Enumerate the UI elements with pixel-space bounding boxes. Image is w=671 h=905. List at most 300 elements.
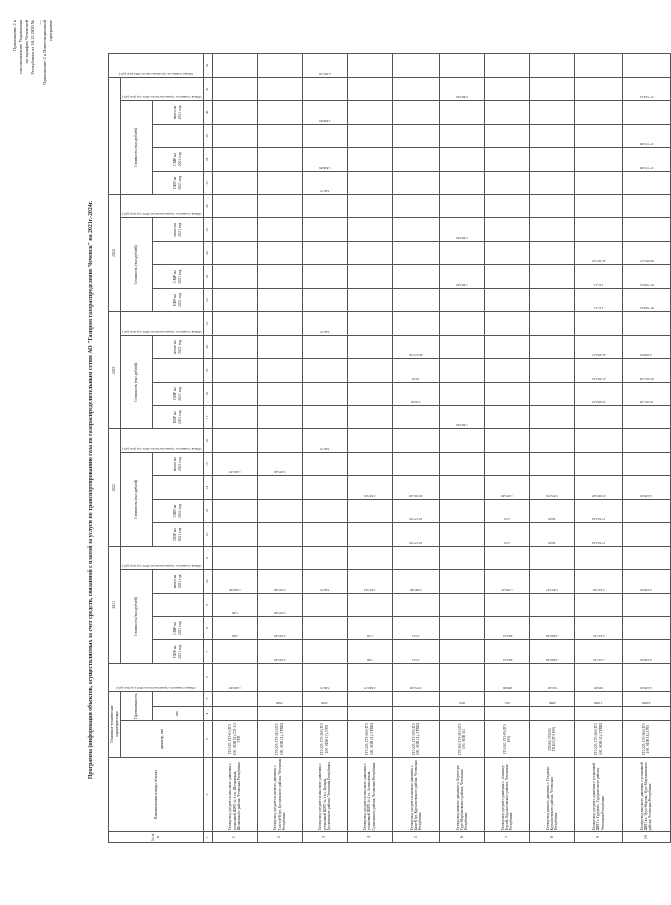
row-value [622, 523, 670, 546]
row-value: 904,23 [485, 640, 530, 663]
row-value [530, 429, 575, 452]
row-value [257, 265, 302, 288]
col-other [152, 359, 203, 382]
row-value [392, 406, 440, 429]
index-cell: 9 [203, 593, 212, 616]
row-value: 2 227,25 [575, 617, 623, 640]
row-value: 21 903,23 [575, 359, 623, 382]
row-designation: ГП-110, ГП-90 (ПЭ 100) [485, 721, 530, 757]
col-smr: СМР на 2021 год [152, 382, 203, 405]
index-cell: 20 [203, 335, 212, 358]
row-value: 546,73 [302, 570, 347, 593]
row-name: Газопровод низкого давления с. Гелдаган, Курчалоевского района, Чеченская Республика [530, 757, 575, 832]
row-value: 57 744,35 [622, 77, 670, 100]
row-value [530, 148, 575, 171]
row-value [302, 359, 347, 382]
row-value: 2 295,18 [302, 54, 347, 78]
col-year-2024: 2024 [109, 195, 121, 312]
row-designation: ГП-225, ГП-159 (ПЭ 100, SDR 11), ГРПШ [392, 721, 440, 757]
row-value: 546,73 [302, 429, 347, 452]
col-smr: СМР на 2021 год [152, 265, 203, 288]
row-value [302, 335, 347, 358]
col-tech: Основные технические характеристики [109, 691, 121, 757]
index-cell: 26 [203, 195, 212, 218]
row-designation: ГП-225, ГП-160 (ПЭ 100, SDR 17), ГРП [302, 721, 347, 757]
row-value: 20 361,20 [392, 476, 440, 499]
row-name: Газопровод среднего давления с. Ахкинчу-Борзой, Курчалоевского района, Чеченская Республика [485, 757, 530, 832]
index-cell: 6 [203, 663, 212, 691]
row-value [440, 546, 485, 569]
row-value: 199,00 [575, 663, 623, 691]
index-cell: 14 [203, 476, 212, 499]
row-value [440, 382, 485, 405]
index-cell: 25 [203, 218, 212, 241]
row-value: 23 904,35 [575, 382, 623, 405]
col-exec: Общая стоимость строительства по 2021 год (тыс.руб.) [109, 663, 204, 691]
row-value [212, 706, 257, 721]
row-value [530, 593, 575, 616]
row-value [302, 265, 347, 288]
row-value [575, 706, 623, 721]
row-value [212, 499, 257, 522]
row-value [212, 101, 257, 124]
table-row [485, 54, 530, 843]
row-value [392, 101, 440, 124]
row-value [575, 101, 623, 124]
index-cell: 15 [203, 452, 212, 475]
table-body [203, 54, 670, 843]
row-value [302, 77, 347, 100]
row-value [622, 546, 670, 569]
row-value [257, 218, 302, 241]
row-value: 1 205,82 [485, 476, 530, 499]
row-value [440, 570, 485, 593]
row-value [530, 546, 575, 569]
row-value [392, 429, 440, 452]
row-value [575, 452, 623, 475]
row-value: 5 853,47 [530, 570, 575, 593]
row-value [530, 288, 575, 311]
row-value [257, 382, 302, 405]
row-value [212, 691, 257, 706]
row-value [302, 288, 347, 311]
row-value [347, 499, 392, 522]
row-value [347, 691, 392, 706]
row-value [302, 124, 347, 147]
row-value [485, 124, 530, 147]
row-value [440, 54, 485, 78]
row-value [347, 101, 392, 124]
row-value [530, 382, 575, 405]
row-value: 1 209,47 [485, 570, 530, 593]
row-value [257, 523, 302, 546]
row-value [302, 593, 347, 616]
table-row [622, 54, 670, 843]
row-value [257, 171, 302, 194]
row-value: 208,96 [485, 663, 530, 691]
row-value: 1 803,83 [440, 406, 485, 429]
row-value [485, 593, 530, 616]
index-cell: 22 [203, 288, 212, 311]
row-value: 7,18 [347, 617, 392, 640]
row-value [257, 288, 302, 311]
row-number: 8 [530, 832, 575, 843]
row-value [530, 77, 575, 100]
row-value: 1 400,00 [212, 570, 257, 593]
row-value [302, 241, 347, 264]
col-other [152, 476, 203, 499]
row-value [212, 429, 257, 452]
row-value [530, 54, 575, 78]
row-value: 82 261,38 [622, 359, 670, 382]
index-cell: 5 [203, 691, 212, 706]
row-value [485, 195, 530, 218]
row-value [575, 429, 623, 452]
row-value: 546,73 [302, 312, 347, 335]
row-value [392, 218, 440, 241]
row-value [440, 706, 485, 721]
appendix-line: по тарифам Чеченской [24, 20, 29, 64]
row-value [257, 124, 302, 147]
row-value: 26,95 [530, 499, 575, 522]
row-value: 3 205,46 [257, 570, 302, 593]
row-value [530, 312, 575, 335]
col-sum: Общая стоимость строительства по 2021 год (тыс.руб.) [121, 546, 204, 569]
row-value [212, 476, 257, 499]
row-name: Газопровод высокого давления с установкой ШРП в г. Урус-Мартан, Урус-Мартановского района, Чеченская Республика [622, 757, 670, 832]
row-value [485, 312, 530, 335]
col-other [152, 124, 203, 147]
row-value: 89 991,37 [622, 241, 670, 264]
row-value [392, 452, 440, 475]
col-year-2023: 2023 [109, 312, 121, 429]
row-number: 7 [485, 832, 530, 843]
row-value [575, 195, 623, 218]
row-value [485, 706, 530, 721]
row-value [485, 359, 530, 382]
index-cell: 13 [203, 499, 212, 522]
cost-group: Стоимость (тыс.рублей) [121, 335, 153, 429]
row-value: 17 652,44 [575, 523, 623, 546]
row-value: 1 461,05 [212, 452, 257, 475]
row-value [440, 359, 485, 382]
row-value [347, 706, 392, 721]
row-value [257, 429, 302, 452]
row-value: 2 803,83 [440, 77, 485, 100]
row-value [485, 265, 530, 288]
row-value: 16 181,18 [622, 382, 670, 405]
row-value [257, 335, 302, 358]
row-name: Газопровод среднего и высокого давления с установкой ШРП № 1 г.п. Шелковская, Шелковского района, Чеченская Республика [212, 757, 257, 832]
row-value [530, 359, 575, 382]
row-value [440, 593, 485, 616]
row-value [347, 265, 392, 288]
row-value [392, 312, 440, 335]
row-name: Газопровод среднего и высокого давления с установкой ШРП № 4 ст. Ассиновская, Сунженского района, Чеченская Республика [347, 757, 392, 832]
row-value [212, 406, 257, 429]
row-value [440, 312, 485, 335]
index-cell: 18 [203, 382, 212, 405]
col-pir: ПИР на 2021 год [152, 406, 203, 429]
row-value [622, 617, 670, 640]
row-value [347, 77, 392, 100]
row-value [347, 546, 392, 569]
row-value [485, 406, 530, 429]
appendix-line: Приложение 2 к Инвестиционной [42, 20, 47, 85]
row-value [347, 148, 392, 171]
row-value [347, 406, 392, 429]
row-value: 3 972,28 [392, 663, 440, 691]
row-value: 1 803,83 [440, 265, 485, 288]
table-row [347, 54, 392, 843]
row-value [575, 312, 623, 335]
col-total: итого на 2021 год [152, 101, 203, 124]
row-name: Газопровод среднего давления с установкой ШРП г. Гудермес, Гудермесского района, Чеченская Республика [575, 757, 623, 832]
col-total: итого на 2021 год [152, 570, 203, 593]
row-value [212, 335, 257, 358]
row-value: 4 228,93 [622, 570, 670, 593]
row-value [622, 54, 670, 78]
appendix-line: программе [48, 20, 53, 41]
col-len-km: км [152, 706, 203, 721]
row-value: 26,95 [530, 523, 575, 546]
index-cell: 16 [203, 429, 212, 452]
col-total: итого на 2021 год [152, 335, 203, 358]
col-year-extra [109, 77, 121, 194]
row-value [485, 335, 530, 358]
row-value [302, 499, 347, 522]
row-value [257, 312, 302, 335]
col-smr: СМР на 2021 год [152, 499, 203, 522]
row-designation: ГП-225, ГП-110 (ПЭ 100, SDR 11), ГРПШ [257, 721, 302, 757]
row-value [347, 195, 392, 218]
col-total: итого на 2021 год [152, 218, 203, 241]
col-name: Наименование и виды объекта [109, 757, 204, 832]
row-value [392, 691, 440, 706]
row-designation: ГП-160, ГП-110 (ПЭ 100, SDR 11) [440, 721, 485, 757]
col-year-2021: 2021 [109, 546, 121, 663]
row-value [302, 546, 347, 569]
col-pir: ПИР на 2021 год [152, 288, 203, 311]
col-smr: СМР на 2021 год [152, 617, 203, 640]
row-value [530, 171, 575, 194]
row-value [440, 241, 485, 264]
row-value [485, 54, 530, 78]
index-cell: 4 [203, 706, 212, 721]
row-value [302, 640, 347, 663]
row-value [347, 241, 392, 264]
row-value [485, 241, 530, 264]
row-value [530, 265, 575, 288]
row-value [212, 241, 257, 264]
row-value [440, 171, 485, 194]
row-value: 37 733,08 [622, 124, 670, 147]
row-value [347, 335, 392, 358]
row-value: 20 472,30 [392, 335, 440, 358]
appendix-note [12, 20, 54, 130]
row-value: 1 837,81 [347, 476, 392, 499]
row-designation: ГП-225, ГП-160 (ПЭ 100, SDR 11), ГРПШ [347, 721, 392, 757]
row-value: 1 848,85 [302, 101, 347, 124]
row-value: 3 205,46 [257, 452, 302, 475]
row-value [440, 452, 485, 475]
index-cell: 28 [203, 148, 212, 171]
row-number: 5 [392, 832, 440, 843]
row-value [485, 288, 530, 311]
col-sum: Общая стоимость строительства по 2021 год (тыс.руб.) [121, 312, 204, 335]
row-value [212, 359, 257, 382]
row-value [302, 218, 347, 241]
row-value [257, 499, 302, 522]
table-row [530, 54, 575, 843]
row-value [392, 77, 440, 100]
row-value [440, 617, 485, 640]
row-value [347, 171, 392, 194]
row-value [622, 406, 670, 429]
cost-group: Стоимость (тыс.рублей) [121, 570, 153, 664]
appendix-line: Приложение 2 к [12, 20, 17, 51]
row-value [622, 195, 670, 218]
row-number: 4 [347, 832, 392, 843]
col-len: Протяженность [121, 691, 153, 721]
index-cell: 1 [203, 832, 212, 843]
row-value [347, 54, 392, 78]
document-title: Программа (информация объектов, осуществляемых за счет средств, связанной с платой за услуги по транспортированию газа по газораспределительным сетям АО "Газпром газораспределение Чеченск" на 2021г.-2024г. [88, 200, 94, 780]
row-value [485, 382, 530, 405]
row-value: 1 848,85 [302, 148, 347, 171]
row-number: 9 [575, 832, 623, 843]
row-value [212, 265, 257, 288]
row-number: 6 [440, 832, 485, 843]
index-cell: 3 [203, 721, 212, 757]
index-cell: 21 [203, 312, 212, 335]
row-value: 3500 [257, 691, 302, 706]
index-cell: 2 [203, 757, 212, 832]
row-value [392, 265, 440, 288]
row-value [212, 54, 257, 78]
row-value [392, 546, 440, 569]
row-value [257, 77, 302, 100]
row-value [347, 312, 392, 335]
row-value [485, 77, 530, 100]
row-number: 10 [622, 832, 670, 843]
cost-group: Стоимость (тыс.рублей) [121, 218, 153, 312]
row-value [485, 546, 530, 569]
row-value [575, 406, 623, 429]
row-value [257, 148, 302, 171]
row-value [485, 218, 530, 241]
row-value [392, 241, 440, 264]
row-value [392, 171, 440, 194]
row-value [392, 593, 440, 616]
index-cell: 10 [203, 570, 212, 593]
row-value [257, 546, 302, 569]
row-value: 4,06 [212, 617, 257, 640]
row-value: 5 872,55 [530, 476, 575, 499]
row-value [257, 241, 302, 264]
row-value: 4 228,93 [622, 476, 670, 499]
row-value [392, 124, 440, 147]
appendix-line: Республики от 18.12.2020 № [30, 20, 35, 75]
index-cell: 12 [203, 523, 212, 546]
row-number: 1 [212, 832, 257, 843]
row-value [440, 476, 485, 499]
row-value [347, 124, 392, 147]
row-value: 4 860,26 [530, 617, 575, 640]
row-value [257, 101, 302, 124]
col-other [152, 241, 203, 264]
row-value: 87 708,23 [622, 265, 670, 288]
row-value [622, 218, 670, 241]
row-number: 2 [257, 832, 302, 843]
row-value [302, 523, 347, 546]
row-value [347, 593, 392, 616]
row-value [485, 171, 530, 194]
row-number: 3 [302, 832, 347, 843]
row-value [212, 523, 257, 546]
appendix-line: постановлению Управления [18, 20, 23, 74]
row-value [440, 335, 485, 358]
row-value [530, 706, 575, 721]
row-value [257, 406, 302, 429]
row-value [392, 54, 440, 78]
row-value: 16 577,03 [392, 499, 440, 522]
row-value: 4700 [302, 691, 347, 706]
row-value [440, 101, 485, 124]
row-value [347, 523, 392, 546]
row-value [440, 663, 485, 691]
row-value: 5,35 [485, 499, 530, 522]
col-pir: ПИР на 2021 год [152, 640, 203, 663]
row-designation: ГП-225, ГП-160 (ПЭ 100, SDR 11), ГРПШ [575, 721, 623, 757]
table-row [440, 54, 485, 843]
index-cell: 24 [203, 241, 212, 264]
row-name: Газопровод низкого давления п. Бересторг, Урус-Мартановского района, Чеченская Республика [440, 757, 485, 832]
cost-group: Стоимость (тыс.рублей) [121, 452, 153, 546]
row-value [212, 546, 257, 569]
row-value [257, 706, 302, 721]
col-smr: СМР на 2021 год [152, 148, 203, 171]
row-value: 1 803,83 [440, 218, 485, 241]
row-name: Газопровод среднего и низкого давления с. Бачи-Юрт, Курчалоевского района, Чеченская Республика [392, 757, 440, 832]
row-value [212, 288, 257, 311]
row-value [302, 406, 347, 429]
row-value: 111,21 [575, 265, 623, 288]
index-cell: 8 [203, 617, 212, 640]
row-value: 11000 [575, 691, 623, 706]
row-value [530, 406, 575, 429]
row-name: Газопровод среднего и низкого давления с. Толстой-Юрт, Грозненского района, Чеченская Республика [257, 757, 302, 832]
table-row [392, 54, 440, 843]
col-sum: Общая стоимость строительства по 2021 год (тыс.руб.) [121, 195, 204, 218]
table-row [257, 54, 302, 843]
row-value [392, 706, 440, 721]
row-value: 1 400,00 [212, 663, 257, 691]
row-value: 332 [485, 691, 530, 706]
row-designation: ГП-125, ГП-63 (ПЭ 100, SDR 11), ГП-1/1 ГРП [212, 721, 257, 757]
index-cell: 19 [203, 359, 212, 382]
row-value [440, 523, 485, 546]
row-value: 13,51 [392, 617, 440, 640]
row-value [212, 77, 257, 100]
row-value [212, 218, 257, 241]
row-name: Газопровод среднего и высокого давления с установкой ШРП № 1 в с. Кулары, Грозненского района, Чеченская Республика [302, 757, 347, 832]
row-value [302, 452, 347, 475]
row-value [622, 101, 670, 124]
row-value: 17 652,44 [575, 499, 623, 522]
row-value [257, 663, 302, 691]
row-value [485, 452, 530, 475]
